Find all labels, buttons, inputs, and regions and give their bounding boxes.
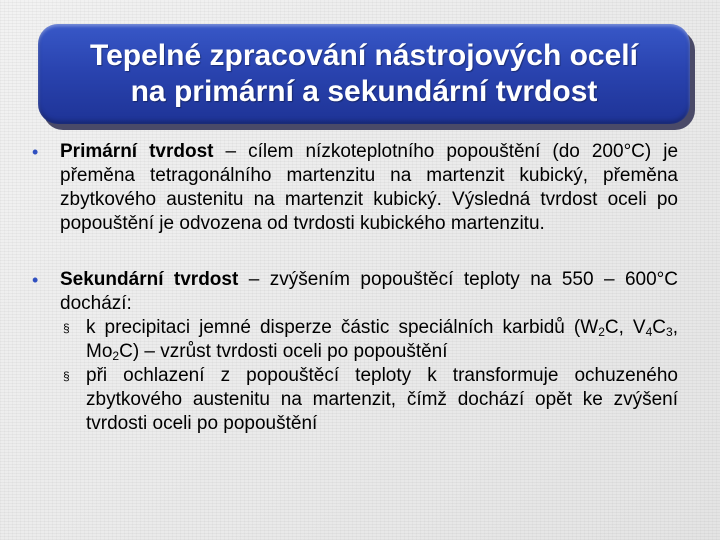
primary-term: Primární tvrdost <box>60 141 214 162</box>
sub-bullet-precipitation: § k precipitaci jemné disperze částic speciálních karbidů ($W_2C$, $V_4C_3$, $Mo_2C$) – vzrůst tvrdosti oceli po popouštění <box>63 317 678 363</box>
sub-bullet-cooling: § při ochlazení z popouštěcí teploty k transformuje ochuzeného zbytkového austenitu na martenzit, čímž dochází opět ke zvýšení tvrdosti oceli po popouštění <box>63 365 678 434</box>
title-line-1: Tepelné zpracování nástrojových ocelí <box>90 39 638 72</box>
slide-title <box>90 38 638 110</box>
section-sign-bullet-icon: § <box>63 369 70 383</box>
section-sign-bullet-icon: § <box>63 321 70 335</box>
primary-text: – cílem nízkoteplotního popouštění (do 200°C) je přeměna tetragonálního martenzitu na martenzit kubický, přeměna zbytkového austenitu na martenzit kubický. Výsledná tvrdost oceli po popouštění je odvozena od tvrdosti kubického martenzitu. <box>60 141 679 234</box>
title-line-2: na primární a sekundární tvrdost <box>130 75 598 108</box>
bullet-secondary-hardness <box>28 268 678 316</box>
secondary-term: Sekundární tvrdost <box>60 269 239 290</box>
bullet-primary-hardness <box>28 140 678 236</box>
bullet-icon: • <box>32 142 39 162</box>
title-banner <box>38 24 690 124</box>
slide-body <box>28 140 678 436</box>
secondary-text: – zvýšením popouštěcí teploty na 550 – 600°C dochází: <box>60 269 678 314</box>
bullet-icon: • <box>32 270 39 290</box>
